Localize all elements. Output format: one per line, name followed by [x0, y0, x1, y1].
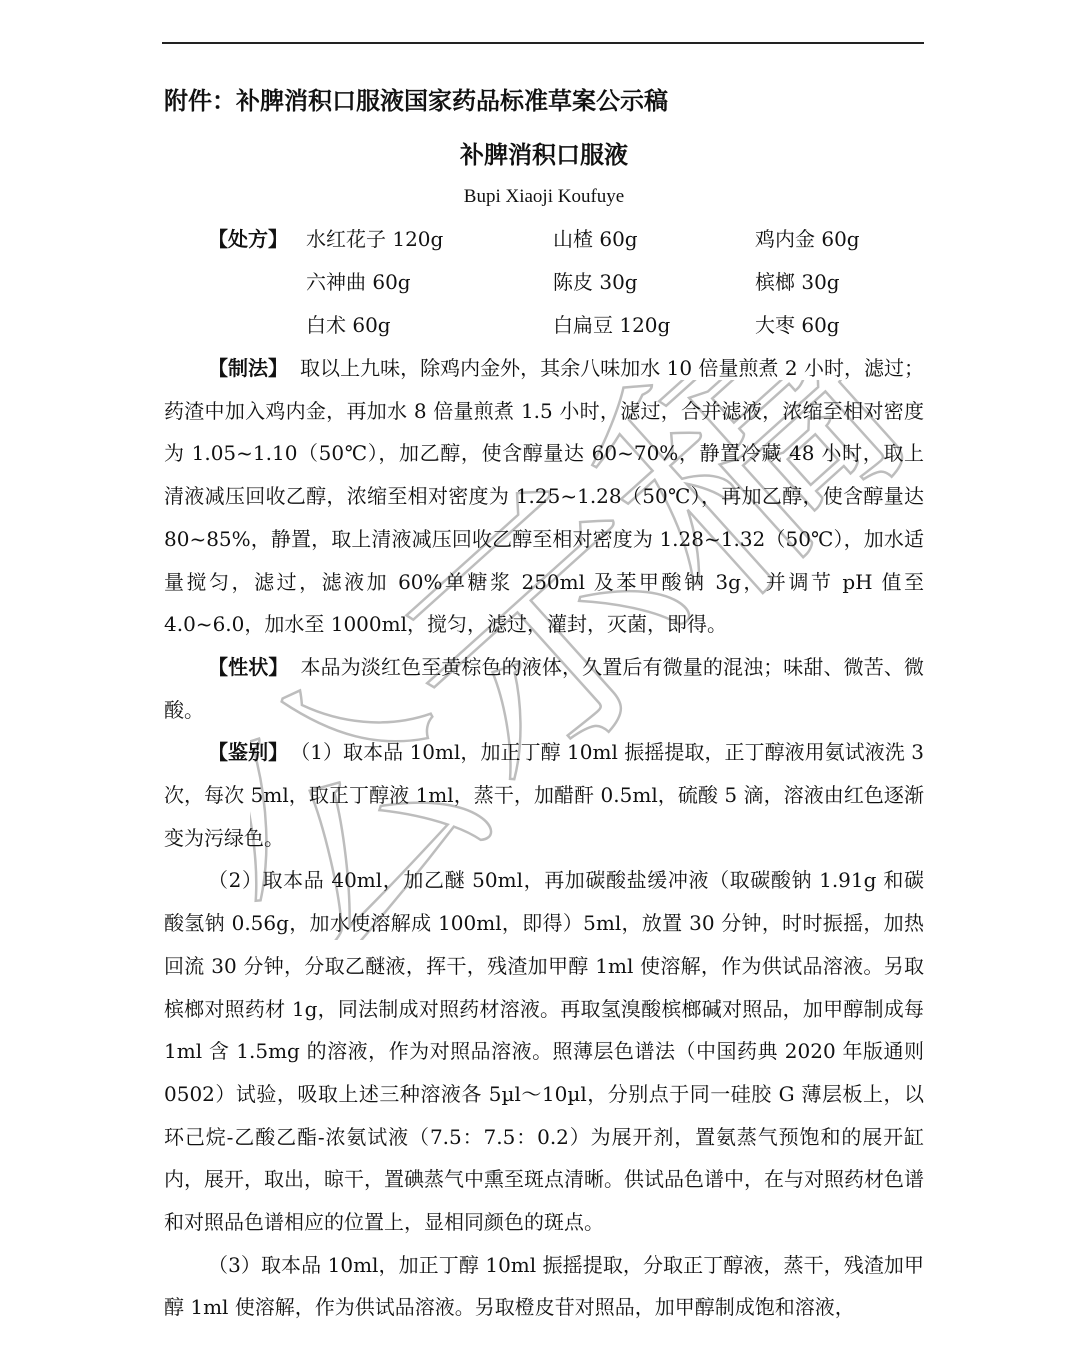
method-text: 取以上九味，除鸡内金外，其余八味加水 10 倍量煎煮 2 小时，滤过；药渣中加入鸡内金，再加水 8 倍量煎煮 1.5 小时，滤过，合并滤液，浓缩至相对密度为 1.05~1.10（50℃），加乙醇，使含醇量达 60~70%，静置冷藏 48 小时，取上清液减压回收乙醇，浓缩至相对密度为 1.25~1.28（50℃），再加乙醇，使含醇量达 80~85%，静置，取上清液减压回收乙醇至相对密度为 1.28~1.32（50℃），加水适量搅匀，滤过，滤液加 60%单糖浆 250ml 及苯甲酸钠 3g，并调节 pH 值至 4.0~6.0，加水至 1000ml，搅匀，滤过，灌封，灭菌，即得。 [164, 356, 924, 637]
prescription-item: 山楂 60g [553, 227, 638, 251]
document-body [164, 84, 924, 1329]
description-section [164, 646, 924, 731]
prescription-item: 槟榔 30g [755, 270, 840, 294]
prescription-item: 白扁豆 120g [553, 313, 671, 337]
prescription-section [164, 218, 924, 347]
identification-item-1: （1）取本品 10ml，加正丁醇 10ml 振摇提取，正丁醇液用氨试液洗 3 次，每次 5ml，取正丁醇液 1ml，蒸干，加醋酐 0.5ml，硫酸 5 滴，溶液由红色逐渐变为污绿色。 [164, 740, 925, 850]
method-label: 【制法】 [208, 356, 289, 380]
header-rule [162, 42, 924, 44]
prescription-label: 【处方】 [208, 227, 288, 251]
watermark-text: 公示稿 [250, 380, 954, 940]
identification-label: 【鉴别】 [208, 740, 289, 765]
identification-section [164, 731, 924, 859]
description-text: 本品为淡红色至黄棕色的液体，久置后有微量的混浊；味甜、微苦、微酸。 [164, 654, 925, 722]
prescription-item: 水红花子 120g [306, 227, 444, 251]
method-section [164, 347, 924, 646]
document-title: 补脾消积口服液 [460, 141, 628, 169]
prescription-item: 大枣 60g [755, 313, 840, 337]
pinyin-title: Bupi Xiaoji Koufuye [463, 186, 625, 207]
attachment-title: 附件：补脾消积口服液国家药品标准草案公示稿 [164, 87, 668, 115]
prescription-item: 六神曲 60g [306, 270, 411, 294]
prescription-item: 白术 60g [306, 313, 391, 337]
identification-item-2: （2）取本品 40ml，加乙醚 50ml，再加碳酸盐缓冲液（取碳酸钠 1.91g 和碳酸氢钠 0.56g，加水使溶解成 100ml，即得）5ml，放置 30 分钟，时时振摇，加热回流 30 分钟，分取乙醚液，挥干，残渣加甲醇 1ml 使溶解，作为供试品溶液。另取槟榔对照药材 1g，同法制成对照药材溶液。再取氢溴酸槟榔碱对照品，加甲醇制成每 1ml 含 1.5mg 的溶液，作为对照品溶液。照薄层色谱法（中国药典 2020 年版通则 0502）试验，吸取上述三种溶液各 5µl～10µl，分别点于同一硅胶 G 薄层板上，以环己烷-乙酸乙酯-浓氨试液（7.5：7.5：0.2）为展开剂，置氨蒸气预饱和的展开缸内，展开，取出，晾干，置碘蒸气中熏至斑点清晰。供试品色谱中，在与对照药材色谱和对照品色谱相应的位置上，显相同颜色的斑点。 [164, 868, 924, 1235]
prescription-item: 陈皮 30g [553, 270, 638, 294]
description-label: 【性状】 [208, 654, 289, 679]
prescription-item: 鸡内金 60g [755, 227, 860, 251]
identification-item-3: （3）取本品 10ml，加正丁醇 10ml 振摇提取，分取正丁醇液，蒸干，残渣加甲醇 1ml 使溶解，作为供试品溶液。另取橙皮苷对照品，加甲醇制成饱和溶液， [164, 1252, 924, 1320]
